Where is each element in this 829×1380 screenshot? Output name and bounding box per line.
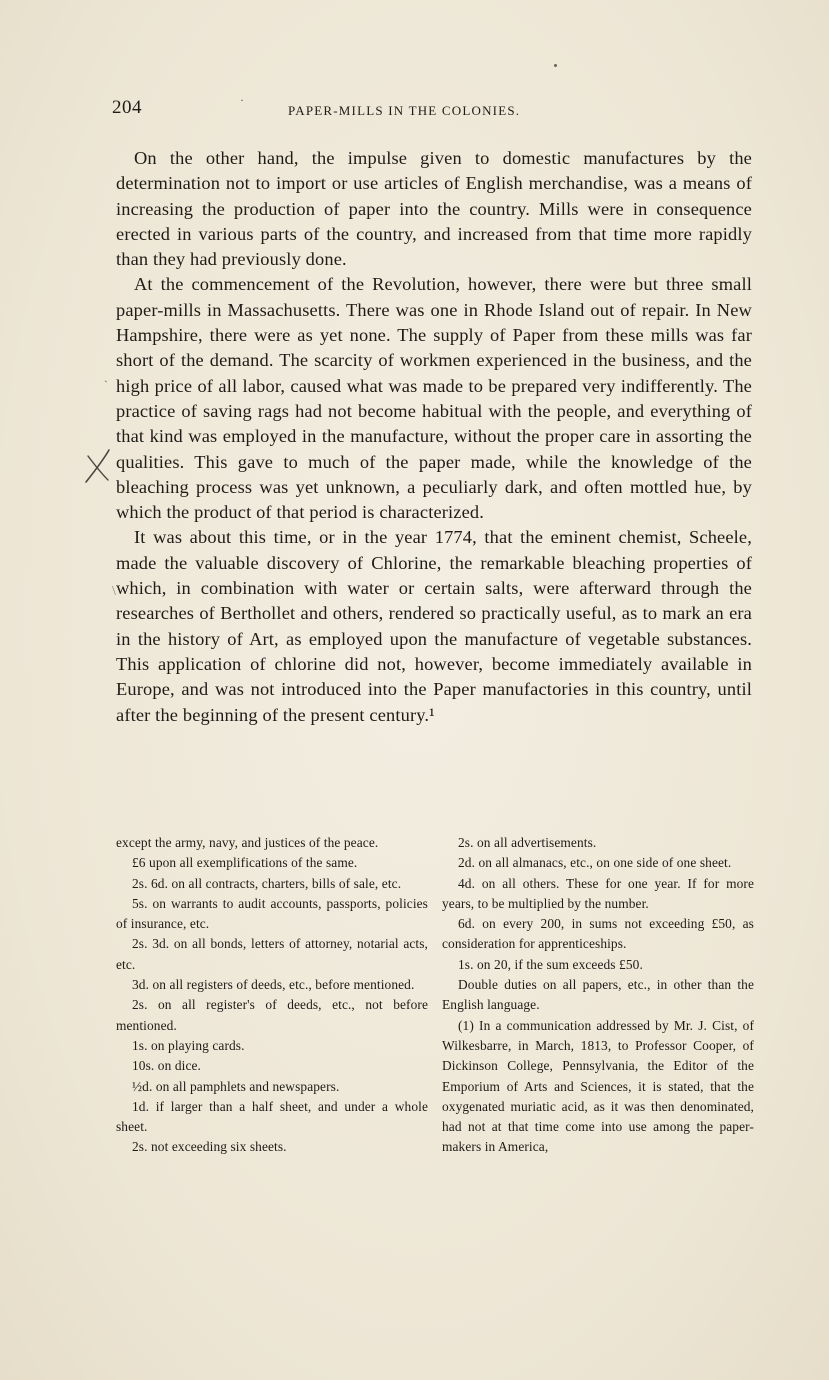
footnotes-right-column xyxy=(442,833,754,1158)
page-number: 204 xyxy=(112,97,142,118)
footnote-line: ½d. on all pamphlets and newspapers. xyxy=(132,1078,340,1094)
footnote-line: 2s. 6d. on all contracts, charters, bills of sale, etc. xyxy=(132,875,402,891)
margin-faint-mark-icon: \ xyxy=(112,584,116,599)
margin-tick-icon: ˋ xyxy=(104,378,108,392)
footnote-line: (1) In a communication addressed by Mr. J. Cist, of Wilkesbarre, in March, 1813, to Professor Cooper, of Dickinson College, Pennsylvania, the Editor of the Emporium of Arts and Sciences, it is stated, that the oxygenated muriatic acid, as it was then denominated, had not at that time come into use among the paper-makers in America, xyxy=(442,1017,754,1155)
pencil-x-mark-icon xyxy=(82,446,112,486)
footnote-line: 1s. on playing cards. xyxy=(132,1037,245,1053)
footnote-line: 2s. on all advertisements. xyxy=(458,835,597,850)
footnote-line: 4d. on all others. These for one year. If for more years, to be multiplied by the number. xyxy=(442,875,754,911)
footnote-line: 6d. on every 200, in sums not exceeding £50, as consideration for apprenticeships. xyxy=(442,916,754,952)
paragraph: It was about this time, or in the year 1774, that the eminent chemist, Scheele, made the valuable discovery of Chlorine, the remarkable bleaching properties of which, in combination with water or certain salts, were afterward through the researches of Berthollet and others, rendered so practically useful, as to mark an era in the history of Art, as employed upon the manufacture of vegetable substances. This application of chlorine did not, however, become immediately available in Europe, and was not introduced into the Paper manufactories in this country, until after the beginning of the present century.¹ xyxy=(116,527,752,725)
footnote-line: Double duties on all papers, etc., in other than the English language. xyxy=(442,977,754,1013)
footnote-line: £6 upon all exemplifications of the same. xyxy=(132,855,358,871)
footnote-line: 3d. on all registers of deeds, etc., before mentioned. xyxy=(132,977,415,993)
header-mark: · xyxy=(240,93,244,107)
paragraph: On the other hand, the impulse given to domestic manufactures by the determination not to import or use articles of English merchandise, was a means of increasing the production of paper into the country. Mills were in consequence erected in various parts of the country, and increased from that time more rapidly than they had previously done. xyxy=(116,148,752,270)
footnotes xyxy=(116,833,756,1213)
footnote-line: 2s. not exceeding six sheets. xyxy=(132,1139,287,1155)
footnote-line: 5s. on warrants to audit accounts, passports, policies of insurance, etc. xyxy=(116,895,428,932)
running-title: PAPER-MILLS IN THE COLONIES. xyxy=(288,103,521,118)
footnote-line: 10s. on dice. xyxy=(132,1058,201,1074)
footnotes-left-column xyxy=(116,833,428,1158)
footnote-line: 1d. if larger than a half sheet, and under a whole sheet. xyxy=(116,1098,428,1135)
footnote-line: 2d. on all almanacs, etc., on one side of one sheet. xyxy=(458,855,732,871)
footnote-line: except the army, navy, and justices of the peace. xyxy=(116,835,379,850)
paper-speck xyxy=(554,64,557,67)
paragraph: At the commencement of the Revolution, however, there were but three small paper-mills in Massachusetts. There was one in Rhode Island out of repair. In New Hampshire, there were as yet none. The supply of Paper from these mills was far short of the demand. The scarcity of workmen experienced in the business, and the high price of all labor, caused what was made to be prepared very indifferently. The practice of saving rags had not become habitual with the people, and everything of that kind was employed in the manufacture, without the proper care in assorting the qualities. This gave to much of the paper made, while the knowledge of the bleaching process was yet unknown, a peculiarly dark, and often mottled hue, by which the product of that period is characterized. xyxy=(116,274,752,523)
footnote-line: 1s. on 20, if the sum exceeds £50. xyxy=(458,956,643,972)
footnote-line: 2s. 3d. on all bonds, letters of attorney, notarial acts, etc. xyxy=(116,936,428,972)
main-text xyxy=(116,146,752,728)
page-header xyxy=(112,93,572,123)
footnote-line: 2s. on all register's of deeds, etc., not before mentioned. xyxy=(116,997,428,1033)
